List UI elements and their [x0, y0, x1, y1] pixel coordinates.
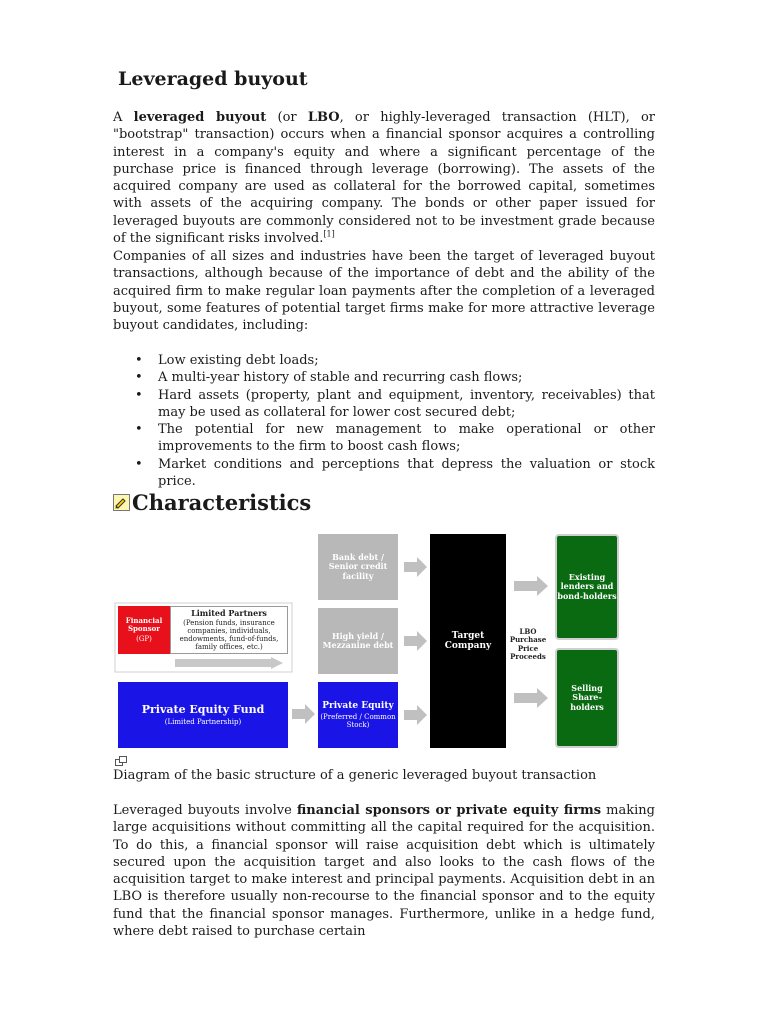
financial-sponsor-label: Financial Sponsor [125, 615, 163, 633]
down-arrow-icon [175, 657, 285, 669]
arrow-right-icon [404, 557, 428, 577]
reference-link[interactable]: [1] [323, 229, 335, 239]
limited-partners-sublabel: (Pension funds, insurance companies, individuals, endowments, fund-of-funds, family offices, etc.) [179, 619, 279, 652]
target-company-box [430, 534, 506, 748]
private-equity-fund-sublabel: (Limited Partnership) [164, 718, 242, 727]
diagram-caption: Diagram of the basic structure of a generic leveraged buyout transaction [113, 768, 597, 783]
existing-lenders-box [555, 534, 619, 640]
intro-text-2: (or [266, 110, 308, 125]
sponsors-text-1: Leveraged buyouts involve [113, 803, 297, 818]
intro-text-3: , or highly-leveraged transaction (HLT), or "bootstrap" transaction) occurs when a financial sponsor acquires a controlling interest in a company's equity and where a significant percentage of the purchase price is financed through leverage (borrowing). The assets of the acquired company are used as collateral for the borrowed capital, sometimes with assets of the acquiring company. The bonds or other paper issued for leveraged buyouts are commonly considered not to be investment grade because of the significant risks involved. [113, 110, 655, 247]
sponsors-bold: financial sponsors or private equity firms [296, 803, 602, 818]
high-yield-box [318, 608, 398, 674]
selling-shareholders-box [555, 648, 619, 748]
arrow-right-icon [514, 688, 550, 708]
limited-partners-label: Limited Partners [191, 607, 267, 618]
list-item: • A multi-year history of stable and recurring cash flows; [113, 369, 655, 386]
private-equity-box [318, 682, 398, 748]
private-equity-label: Private Equity [322, 700, 394, 711]
list-item: • Market conditions and perceptions that depress the valuation or stock price. [113, 456, 655, 491]
list-item: • Low existing debt loads; [113, 352, 655, 369]
intro-text-1: A [113, 110, 134, 125]
intro-bold-lbo: leveraged buyout [133, 110, 267, 125]
arrow-right-icon [514, 576, 550, 596]
target-company-label: Target Company [444, 630, 492, 651]
section-heading-text: Characteristics [132, 490, 312, 515]
page-title: Leveraged buyout [118, 68, 308, 90]
image-placeholder-icon[interactable] [115, 756, 127, 766]
sponsors-paragraph [113, 802, 655, 940]
private-equity-fund-label: Private Equity Fund [141, 702, 265, 716]
bank-debt-box [318, 534, 398, 600]
section-heading [113, 490, 311, 515]
financial-sponsor-sublabel: (GP) [136, 635, 152, 644]
arrow-right-icon [292, 704, 316, 724]
list-item: • The potential for new management to make operational or other improvements to the firm to boost cash flows; [113, 421, 655, 456]
lbo-proceeds-label: LBO Purchase Price Proceeds [509, 627, 547, 662]
limited-partners-box [170, 606, 288, 654]
existing-lenders-label: Existing lenders and bond-holders [557, 572, 617, 601]
arrow-right-icon [404, 705, 428, 725]
candidate-features-list [113, 352, 655, 490]
sponsors-text-2: making large acquisitions without committing all the capital required for the acquisition. To do this, a financial sponsor will raise acquisition debt which is ultimately secured upon the acquisition target and also looks to the cash flows of the acquisition target to make interest and principal payments. Acquisition debt in an LBO is therefore usually non-recourse to the financial sponsor and to the equity fund that the financial sponsor manages. Furthermore, unlike in a hedge fund, where debt raised to purchase certain [113, 803, 655, 940]
private-equity-fund-box [118, 682, 288, 748]
list-item: • Hard assets (property, plant and equipment, inventory, receivables) that may be used as collateral for lower cost secured debt; [113, 387, 655, 422]
selling-shareholders-label: Selling Share-holders [570, 683, 604, 712]
edit-icon[interactable] [113, 494, 130, 511]
intro-paragraph [113, 109, 655, 247]
financial-sponsor-box [118, 606, 170, 654]
arrow-right-icon [404, 631, 428, 651]
intro-bold-abbrev: LBO [307, 110, 340, 125]
targets-paragraph: Companies of all sizes and industries have been the target of leveraged buyout transactions, although because of the importance of debt and the ability of the acquired firm to make regular loan payments after the completion of a leveraged buyout, some features of potential target firms make for more attractive leverage buyout candidates, including: [113, 249, 655, 334]
private-equity-sublabel: (Preferred / Common Stock) [320, 713, 396, 730]
high-yield-label: High yield / Mezzanine debt [322, 630, 394, 650]
bank-debt-label: Bank debt / Senior credit facility [328, 552, 388, 581]
